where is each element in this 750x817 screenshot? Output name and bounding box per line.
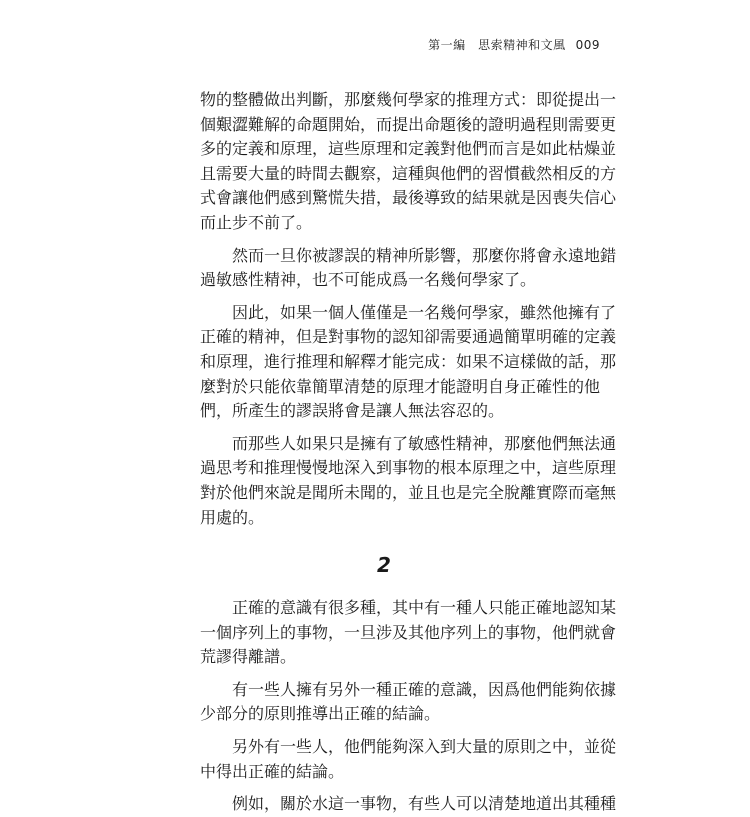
paragraph xyxy=(200,678,617,727)
text-line: 而止步不前了。 xyxy=(200,212,313,232)
text-line: 麼對於只能依靠簡單清楚的原理才能證明自身正確性的他 xyxy=(200,376,601,396)
text-line: 正確的意識有很多種，其中有一種人只能正確地認知某 xyxy=(232,598,617,618)
section-number: 2 xyxy=(377,553,391,578)
text-line: 荒謬得離譜。 xyxy=(200,647,297,667)
paragraph xyxy=(200,596,617,670)
paragraph xyxy=(200,432,617,530)
text-line: 多的定義和原理，這些原理和定義對他們而言是如此枯燥並 xyxy=(200,139,617,159)
text-line: 一個序列上的事物，一旦涉及其他序列上的事物，他們就會 xyxy=(200,622,617,642)
text-line: 且需要大量的時間去觀察，這種與他們的習慣截然相反的方 xyxy=(200,163,617,183)
text-line: 對於他們來說是聞所未聞的，並且也是完全脫離實際而毫無 xyxy=(200,482,617,502)
paragraph xyxy=(200,88,617,236)
text-line: 而那些人如果只是擁有了敏感性精神，那麼他們無法通 xyxy=(232,433,617,453)
text-line: 物的整體做出判斷，那麼幾何學家的推理方式：即從提出一 xyxy=(200,90,617,109)
text-line: 個艱澀難解的命題開始，而提出命題後的證明過程則需要更 xyxy=(200,114,617,134)
text-line: 和原理，進行推理和解釋才能完成：如果不這樣做的話，那 xyxy=(200,351,617,371)
text-line: 少部分的原則推導出正確的結論。 xyxy=(200,704,441,724)
paragraph xyxy=(200,792,617,817)
text-line: 有一些人擁有另外一種正確的意識，因爲他們能夠依據 xyxy=(232,679,617,699)
text-line: 因此，如果一個人僅僅是一名幾何學家，雖然他擁有了 xyxy=(232,302,617,322)
body-text xyxy=(200,88,617,817)
text-line: 用處的。 xyxy=(200,507,265,527)
paragraph xyxy=(200,735,617,784)
text-line: 式會讓他們感到驚慌失措，最後導致的結果就是因喪失信心 xyxy=(200,188,617,208)
text-line: 然而一旦你被謬誤的精神所影響，那麼你將會永遠地錯 xyxy=(232,245,617,265)
text-line: 例如，關於水這一事物，有些人可以清楚地道出其種種 xyxy=(232,794,617,814)
text-line: 過思考和推理慢慢地深入到事物的根本原理之中，這些原理 xyxy=(200,458,617,478)
text-line: 另外有一些人，他們能夠深入到大量的原則之中，並從 xyxy=(232,737,617,757)
text-line: 過敏感性精神，也不可能成爲一名幾何學家了。 xyxy=(200,270,537,290)
page-number: 009 xyxy=(575,38,600,52)
header-title: 第一編 思索精神和文風 xyxy=(428,38,566,52)
text-line: 正確的精神，但是對事物的認知卻需要通過簡單明確的定義 xyxy=(200,327,617,347)
paragraph xyxy=(200,301,617,424)
text-line: 們，所產生的謬誤將會是讓人無法容忍的。 xyxy=(200,401,505,421)
running-header xyxy=(428,36,600,53)
text-line: 中得出正確的結論。 xyxy=(200,761,345,781)
paragraph xyxy=(200,244,617,293)
